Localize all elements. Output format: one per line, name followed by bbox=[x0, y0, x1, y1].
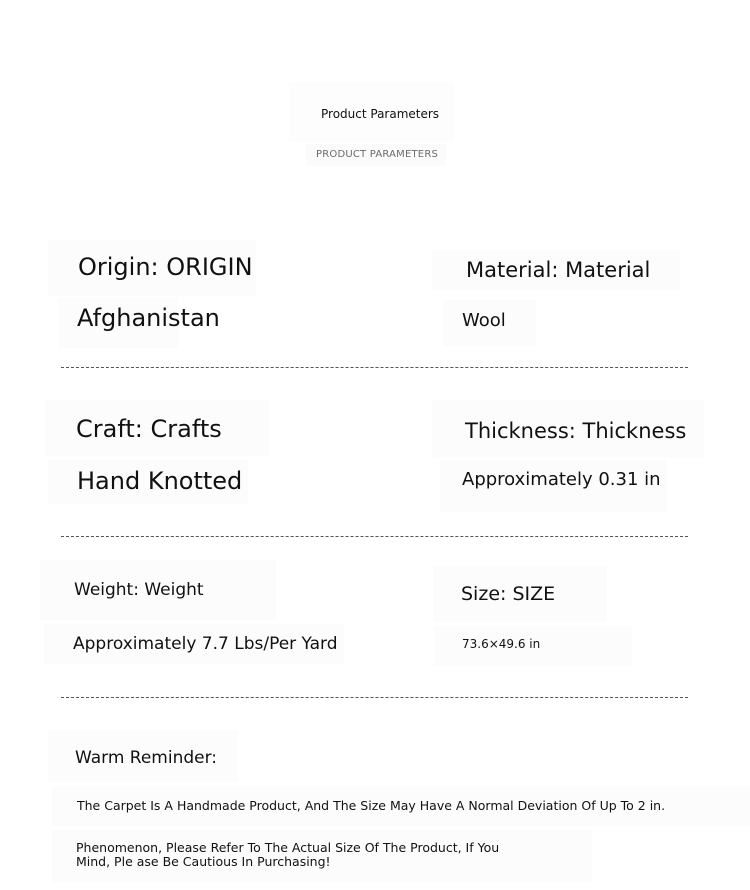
craft-label-box bbox=[46, 400, 270, 456]
thickness-label: Thickness: Thickness bbox=[465, 419, 687, 443]
thickness-label-box bbox=[432, 400, 704, 458]
reminder-heading: Warm Reminder: bbox=[75, 748, 218, 768]
size-value: 73.6×49.6 in bbox=[462, 637, 541, 651]
material-label-box bbox=[432, 250, 680, 290]
craft-value-box bbox=[48, 460, 248, 504]
thickness-value-box bbox=[440, 460, 666, 512]
divider-3 bbox=[61, 697, 688, 698]
origin-value-box bbox=[58, 298, 220, 348]
material-value: Wool bbox=[462, 310, 506, 331]
weight-value-box bbox=[44, 624, 344, 664]
reminder-line1-box bbox=[52, 786, 750, 826]
weight-label-box bbox=[40, 560, 276, 620]
weight-value: Approximately 7.7 Lbs/Per Yard bbox=[73, 634, 338, 654]
size-label-box bbox=[433, 566, 607, 622]
material-label: Material: Material bbox=[466, 258, 651, 282]
thickness-value: Approximately 0.31 in bbox=[462, 469, 661, 490]
subtitle-box bbox=[306, 144, 446, 166]
page-subtitle: PRODUCT PARAMETERS bbox=[316, 149, 439, 160]
reminder-line2: Phenomenon, Please Refer To The Actual Size Of The Product, If You Mind, Ple ase Be Cautious In Purchasing! bbox=[76, 840, 500, 869]
material-value-box bbox=[443, 300, 536, 346]
divider-2 bbox=[61, 536, 688, 537]
reminder-line2-box bbox=[52, 830, 592, 882]
title-box bbox=[289, 82, 454, 142]
craft-label: Craft: Crafts bbox=[76, 415, 222, 443]
origin-label: Origin: ORIGIN bbox=[78, 253, 253, 281]
page-title: Product Parameters bbox=[321, 107, 440, 121]
origin-value: Afghanistan bbox=[77, 304, 220, 332]
divider-1 bbox=[61, 367, 688, 368]
size-value-box bbox=[434, 626, 632, 666]
reminder-line1: The Carpet Is A Handmade Product, And The Size May Have A Normal Deviation Of Up To 2 in. bbox=[77, 798, 666, 813]
size-label: Size: SIZE bbox=[461, 583, 556, 605]
reminder-heading-box bbox=[48, 730, 238, 782]
weight-label: Weight: Weight bbox=[74, 580, 204, 600]
origin-label-box bbox=[48, 240, 256, 296]
craft-value: Hand Knotted bbox=[77, 467, 243, 495]
